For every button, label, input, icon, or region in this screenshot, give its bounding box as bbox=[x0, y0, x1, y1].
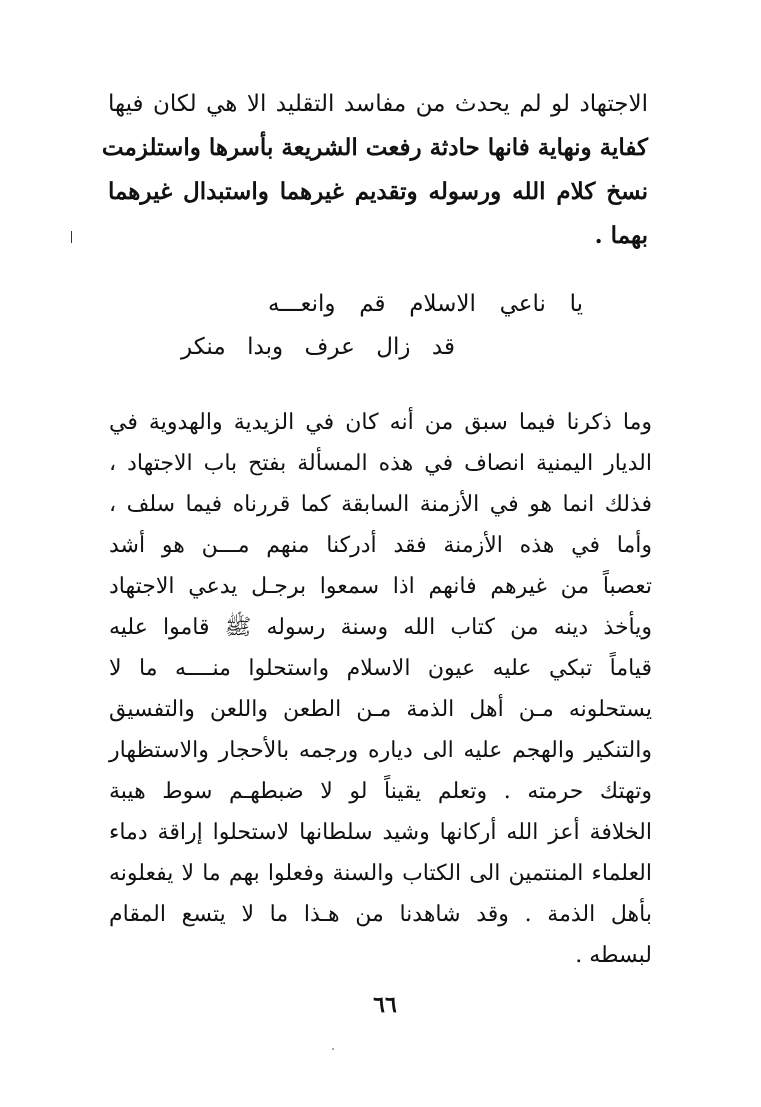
intro-line: الاجتهاد لو لم يحدث من مفاسد التقليد الا هي لكان فيها bbox=[108, 91, 648, 117]
intro-paragraph bbox=[101, 82, 648, 258]
body-line: وأما في هذه الأزمنة فقد أدركنا منهم مـــن هو أشد bbox=[109, 533, 652, 558]
intro-line: بهما . bbox=[594, 222, 648, 249]
body-line: العلماء المنتمين الى الكتاب والسنة وفعلوا بهم ما لا يفعلونه bbox=[109, 861, 652, 886]
intro-line: نسخ كلام الله ورسوله وتقديم غيرهما واستبدال غيرهما bbox=[108, 178, 648, 205]
body-paragraph bbox=[109, 402, 652, 976]
page-number: ٦٦ bbox=[373, 992, 397, 1018]
body-line: فذلك انما هو في الأزمنة السابقة كما قررناه فيما سلف ، bbox=[109, 492, 652, 517]
verse-line-2: قد زال عرف وبدا منكر bbox=[181, 334, 455, 360]
body-line: وما ذكرنا فيما سبق من أنه كان في الزيدية والهدوية في bbox=[109, 410, 652, 435]
verse-line-1: يا ناعي الاسلام قم وانعـــه bbox=[268, 291, 583, 317]
intro-line: كفاية ونهاية فانها حادثة رفعت الشريعة بأسرها واستلزمت bbox=[101, 134, 648, 161]
body-line: الخلافة أعز الله أركانها وشيد سلطانها لاستحلوا إراقة دماء bbox=[109, 820, 652, 845]
body-line: وتهتك حرمته . وتعلم يقيناً لو لا ضبطهـم سوط هيبة bbox=[109, 779, 652, 804]
body-line: يستحلونه مـن أهل الذمة مـن الطعن واللعن والتفسيق bbox=[109, 697, 652, 722]
body-line: لبسطه . bbox=[575, 943, 652, 968]
body-line: الديار اليمنية انصاف في هذه المسألة بفتح باب الاجتهاد ، bbox=[109, 451, 652, 476]
margin-mark bbox=[71, 231, 72, 243]
scan-speck bbox=[332, 1048, 334, 1050]
body-line: تعصباً من غيرهم فانهم اذا سمعوا برجـل يدعي الاجتهاد bbox=[109, 574, 652, 599]
body-line: والتنكير والهجم عليه الى دياره ورجمه بالأحجار والاستظهار bbox=[109, 738, 652, 763]
body-line: بأهل الذمة . وقد شاهدنا من هـذا ما لا يتسع المقام bbox=[109, 902, 652, 927]
body-line: قياماً تبكي عليه عيون الاسلام واستحلوا منــــه ما لا bbox=[109, 656, 652, 681]
body-line: ويأخذ دينه من كتاب الله وسنة رسوله ﷺ قاموا عليه bbox=[109, 615, 652, 640]
